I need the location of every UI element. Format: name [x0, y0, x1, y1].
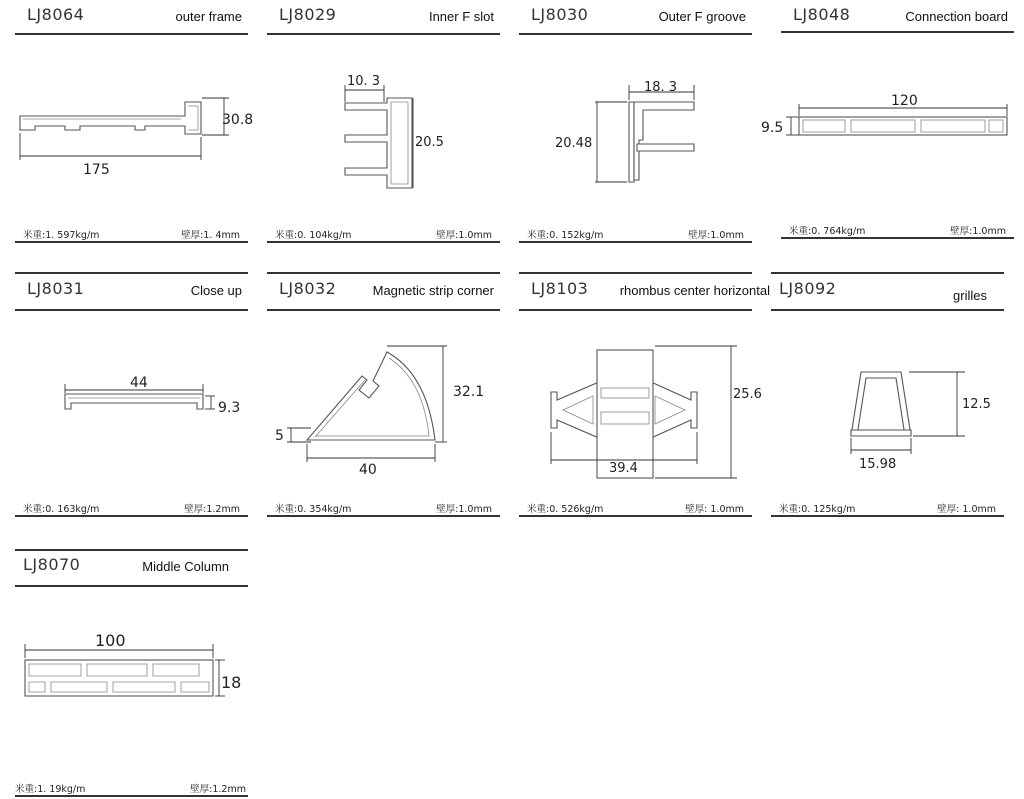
weight-per-meter: 米重:0. 764kg/m — [789, 226, 866, 237]
dim-height: 20.5 — [415, 135, 444, 150]
profile-card-lj8070 — [15, 550, 248, 799]
profile-header — [15, 274, 248, 308]
weight-per-meter: 米重:0. 104kg/m — [275, 230, 352, 241]
header-underline — [519, 309, 752, 311]
profile-name: grilles — [953, 288, 987, 303]
dim-lip: 5 — [275, 428, 284, 444]
weight-per-meter: 米重:1. 597kg/m — [23, 230, 100, 241]
wall-thickness: 壁厚:1.0mm — [950, 226, 1006, 237]
dim-height: 18 — [221, 673, 242, 692]
dim-height: 9.5 — [761, 120, 784, 136]
profile-name: rhombus center horizontal — [619, 283, 770, 298]
profile-specs — [771, 498, 1004, 516]
wall-thickness: 壁厚:1.0mm — [688, 230, 744, 241]
footer-underline — [15, 241, 248, 243]
profile-header — [771, 274, 1004, 308]
dim-width: 15.98 — [859, 457, 897, 472]
profile-specs — [267, 224, 500, 242]
footer-underline — [781, 237, 1014, 239]
wall-thickness: 壁厚: 1.0mm — [937, 504, 996, 515]
header-underline — [781, 31, 1014, 33]
header-underline — [771, 309, 1004, 311]
header-underline — [15, 309, 248, 311]
footer-underline — [519, 241, 752, 243]
dim-height: 25.6 — [733, 387, 762, 402]
profile-name: Magnetic strip corner — [372, 283, 494, 298]
profile-drawing-magnetic-strip-corner — [267, 314, 500, 494]
weight-per-meter: 米重:0. 526kg/m — [527, 504, 604, 515]
profile-header — [519, 274, 770, 308]
profile-header — [781, 0, 1014, 34]
profile-card-lj8103 — [519, 274, 770, 534]
header-top-line — [15, 549, 248, 551]
profile-drawing-close-up — [15, 314, 248, 494]
profile-card-lj8031 — [15, 274, 248, 534]
profile-card-lj8029 — [267, 0, 500, 260]
dim-height: 30.8 — [222, 112, 254, 128]
profile-code: LJ8030 — [531, 5, 589, 24]
dim-width: 120 — [891, 93, 918, 109]
dim-width: 10. 3 — [347, 74, 381, 89]
footer-underline — [519, 515, 752, 517]
profile-code: LJ8064 — [27, 5, 85, 24]
profile-name: Outer F groove — [658, 9, 746, 24]
dim-width: 44 — [130, 375, 148, 391]
profile-specs — [15, 778, 248, 796]
profile-code: LJ8070 — [23, 555, 81, 574]
header-underline — [15, 33, 248, 35]
header-top-line — [267, 272, 500, 274]
profile-header — [267, 274, 500, 308]
wall-thickness: 壁厚:1.0mm — [436, 230, 492, 241]
wall-thickness: 壁厚:1.2mm — [190, 784, 246, 795]
profile-code: LJ8029 — [279, 5, 337, 24]
dim-width: 39.4 — [609, 461, 638, 476]
wall-thickness: 壁厚:1.0mm — [436, 504, 492, 515]
profile-card-lj8032 — [267, 274, 500, 534]
header-underline — [267, 33, 500, 35]
profile-card-lj8092 — [771, 274, 1004, 534]
footer-underline — [15, 515, 248, 517]
footer-underline — [771, 515, 1004, 517]
header-top-line — [15, 272, 248, 274]
profile-specs — [519, 224, 752, 242]
footer-underline — [267, 241, 500, 243]
profile-code: LJ8103 — [531, 279, 589, 298]
header-underline — [15, 585, 248, 587]
dim-width: 100 — [95, 631, 126, 650]
wall-thickness: 壁厚:1. 4mm — [181, 230, 240, 241]
dim-height: 12.5 — [962, 397, 991, 412]
weight-per-meter: 米重:1. 19kg/m — [15, 784, 86, 795]
wall-thickness: 壁厚:1.2mm — [184, 504, 240, 515]
profile-drawing-inner-f-slot — [267, 40, 500, 220]
profile-name: Connection board — [905, 9, 1008, 24]
header-underline — [519, 33, 752, 35]
dim-height: 32.1 — [453, 384, 485, 400]
header-top-line — [519, 272, 752, 274]
profile-name: outer frame — [175, 9, 242, 24]
weight-per-meter: 米重:0. 163kg/m — [23, 504, 100, 515]
profile-drawing-connection-board — [761, 40, 1014, 220]
profile-header — [15, 0, 248, 34]
profile-specs — [519, 498, 752, 516]
header-top-line — [771, 272, 1004, 274]
profile-code: LJ8048 — [793, 5, 851, 24]
dim-height: 20.48 — [555, 136, 593, 151]
profile-specs — [267, 498, 500, 516]
profile-code: LJ8092 — [779, 279, 837, 298]
dim-width: 18. 3 — [644, 80, 678, 95]
profile-header — [267, 0, 500, 34]
profile-header — [519, 0, 752, 34]
weight-per-meter: 米重:0. 354kg/m — [275, 504, 352, 515]
profile-specs — [15, 498, 248, 516]
profile-drawing-rhombus-center — [519, 314, 762, 494]
profile-code: LJ8032 — [279, 279, 337, 298]
dim-width: 40 — [359, 462, 377, 478]
weight-per-meter: 米重:0. 152kg/m — [527, 230, 604, 241]
profile-code: LJ8031 — [27, 279, 85, 298]
profile-name: Middle Column — [142, 559, 229, 574]
wall-thickness: 壁厚: 1.0mm — [685, 504, 744, 515]
profile-drawing-middle-column — [15, 590, 248, 770]
profile-card-lj8048 — [761, 0, 1014, 260]
profile-header — [15, 550, 248, 584]
footer-underline — [15, 795, 248, 797]
weight-per-meter: 米重:0. 125kg/m — [779, 504, 856, 515]
header-underline — [267, 309, 500, 311]
profile-name: Inner F slot — [428, 9, 494, 24]
footer-underline — [267, 515, 500, 517]
profile-drawing-outer-f-groove — [519, 40, 752, 220]
dim-height: 9.3 — [218, 400, 241, 416]
profile-name: Close up — [190, 283, 242, 298]
profile-card-lj8064 — [15, 0, 254, 260]
profile-card-lj8030 — [519, 0, 752, 260]
profile-specs — [15, 224, 248, 242]
dim-width: 175 — [83, 162, 110, 178]
profile-drawing-outer-frame — [15, 40, 254, 220]
profile-specs — [781, 220, 1014, 238]
profile-drawing-grilles — [771, 314, 1004, 494]
